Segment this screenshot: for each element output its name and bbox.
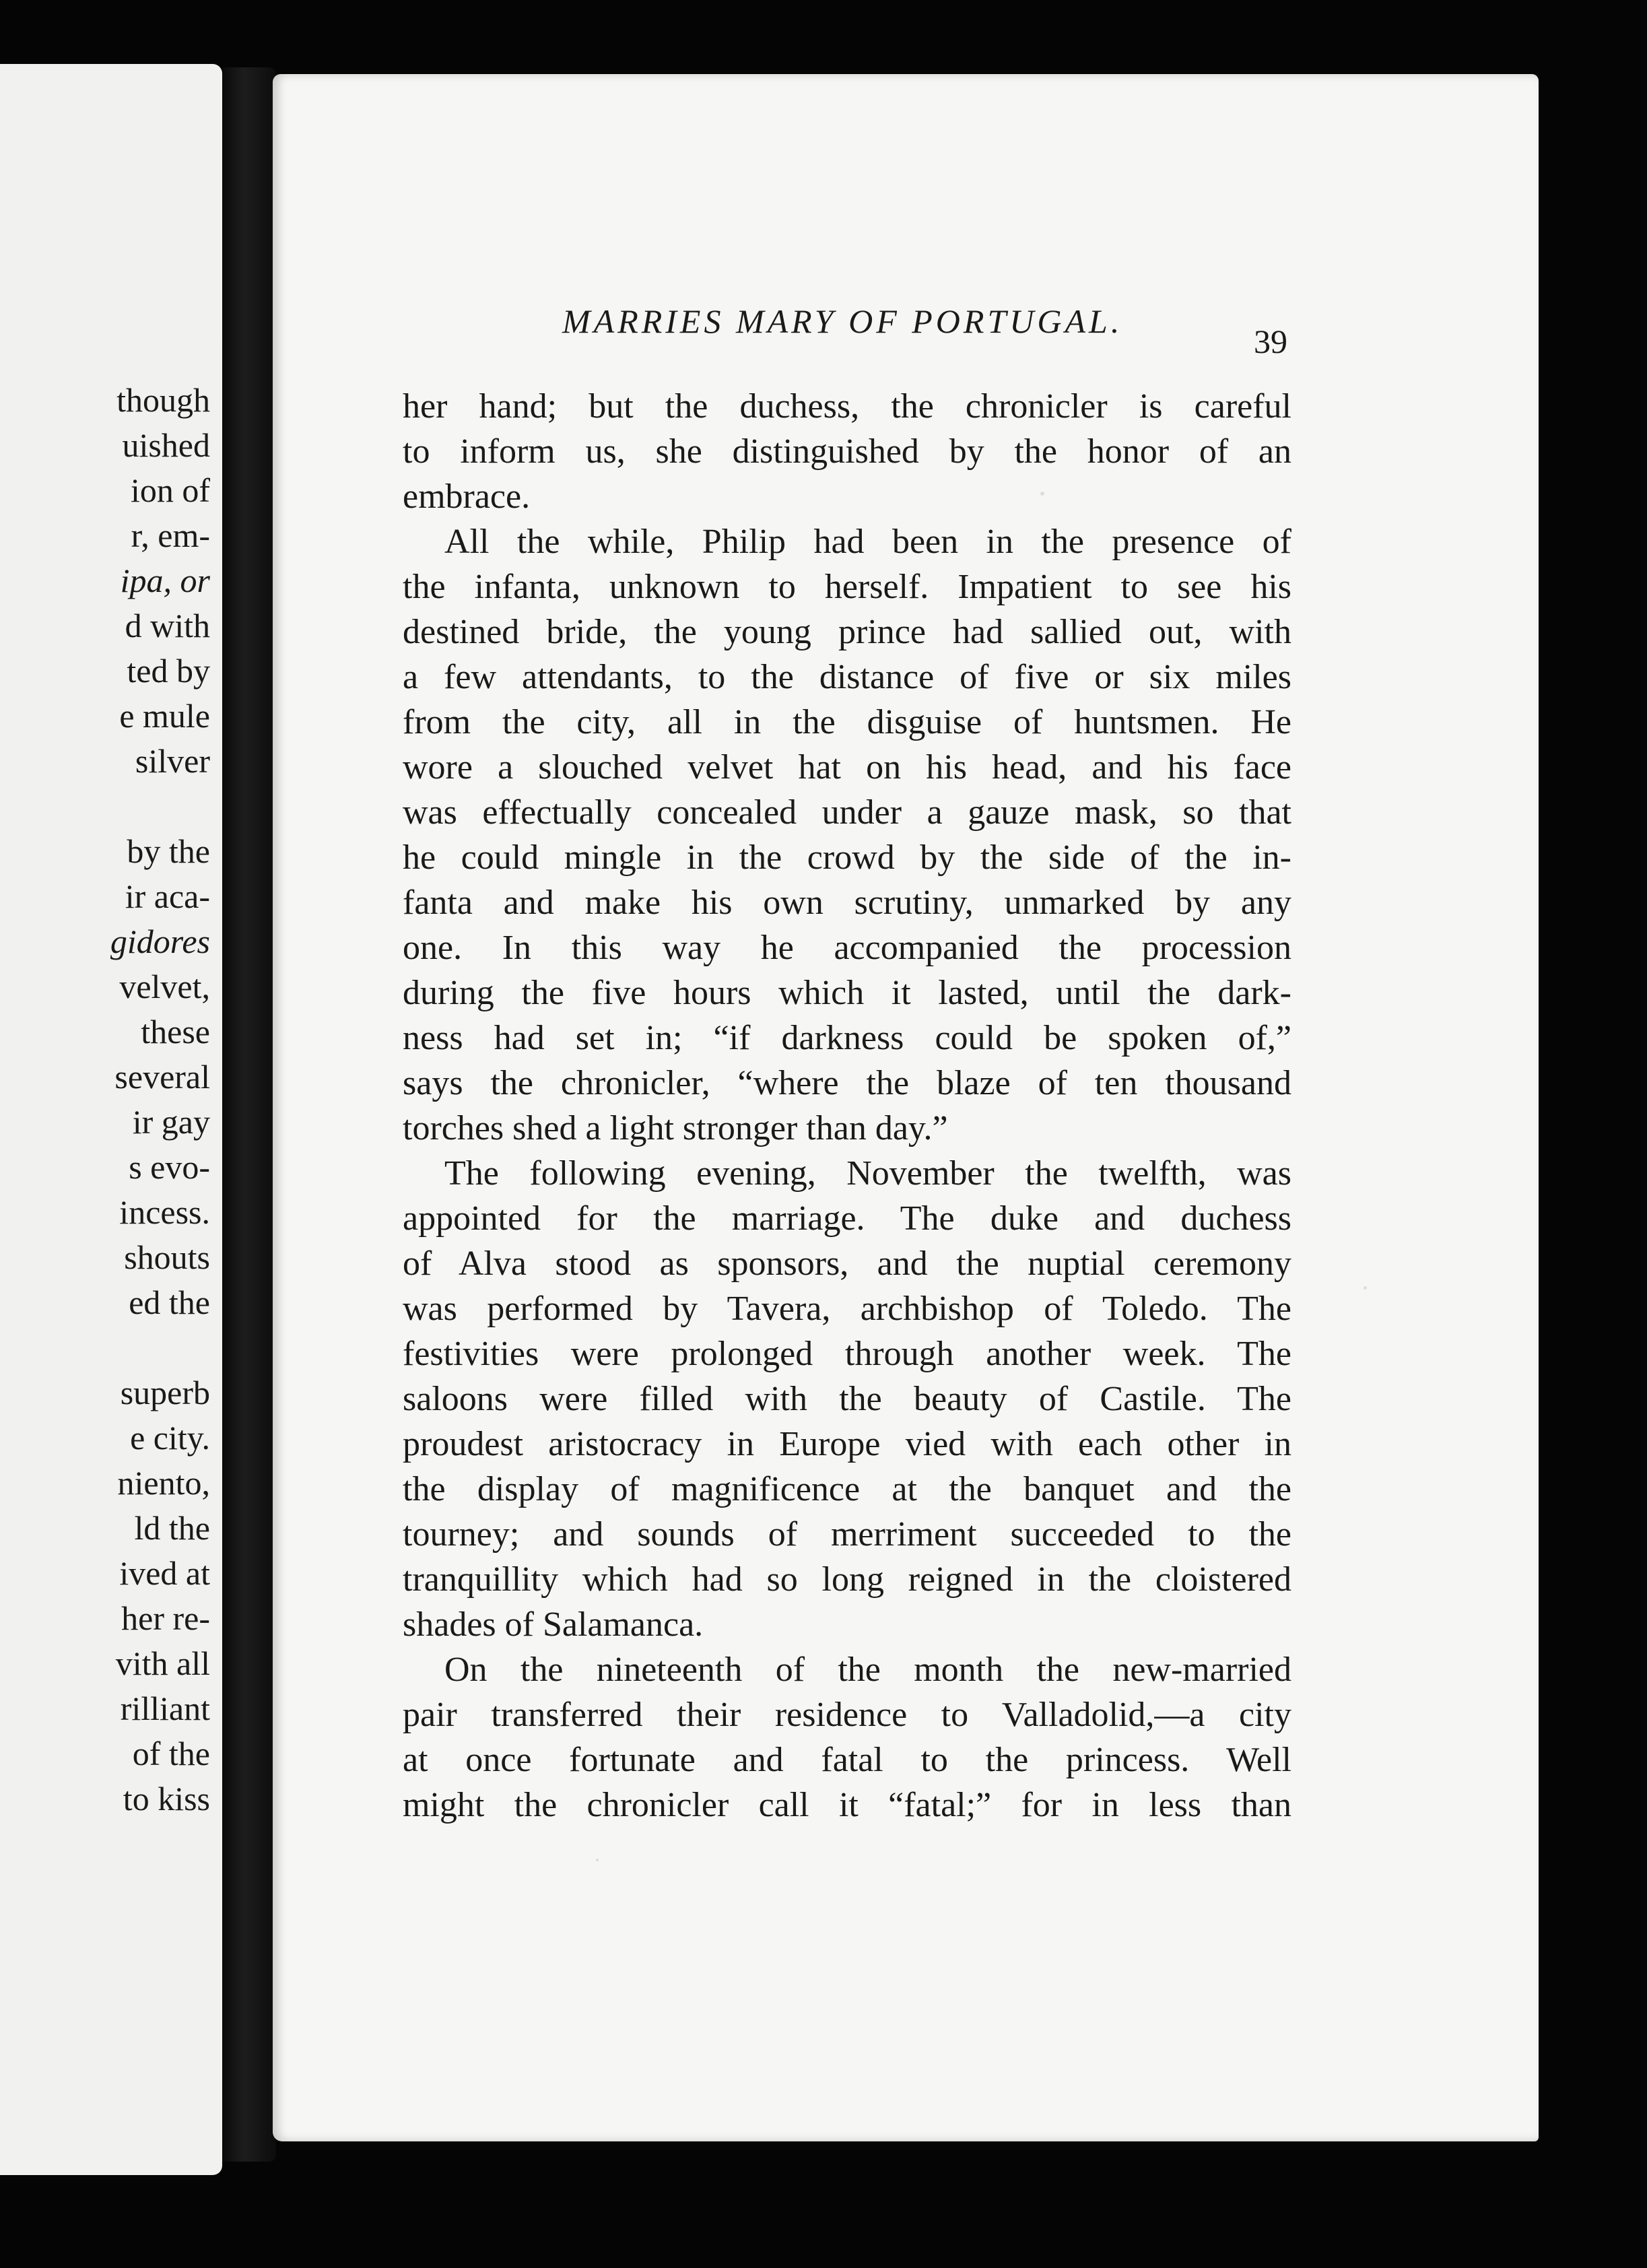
prev-line: these xyxy=(141,1013,210,1050)
prev-line: e mule xyxy=(119,697,210,735)
text-line: says the chronicler, “where the blaze of ten thousand xyxy=(403,1064,1291,1102)
text-line: The following evening, November the twelfth, was xyxy=(444,1154,1291,1193)
previous-page xyxy=(0,64,222,2175)
prev-line: ived at xyxy=(119,1554,210,1592)
prev-line: ion of xyxy=(130,471,210,509)
text-line: festivities were prolonged through another week. The xyxy=(403,1335,1291,1373)
prev-line: velvet, xyxy=(119,968,210,1005)
prev-line: gidores xyxy=(110,923,210,960)
running-header: MARRIES MARY OF PORTUGAL. xyxy=(562,302,1123,340)
text-line: fanta and make his own scrutiny, unmarked by any xyxy=(403,883,1291,922)
text-line: tranquillity which had so long reigned in the cloistered xyxy=(403,1560,1291,1599)
text-line: appointed for the marriage. The duke and duchess xyxy=(403,1199,1291,1238)
prev-line: silver xyxy=(135,742,210,780)
text-line: shades of Salamanca. xyxy=(403,1605,704,1644)
text-line: during the five hours which it lasted, until the dark- xyxy=(403,974,1291,1012)
book-gutter xyxy=(222,67,276,2162)
body-text xyxy=(403,384,1291,1828)
prev-line: several xyxy=(114,1058,210,1096)
text-line: torches shed a light stronger than day.” xyxy=(403,1109,948,1147)
text-line: wore a slouched velvet hat on his head, and his face xyxy=(403,748,1291,787)
prev-line: ted by xyxy=(127,652,210,690)
text-line: proudest aristocracy in Europe vied with each other in xyxy=(403,1425,1291,1463)
text-line: pair transferred their residence to Valladolid,—a city xyxy=(403,1696,1291,1734)
text-line: the display of magnificence at the banquet and the xyxy=(403,1470,1291,1508)
text-line: On the nineteenth of the month the new-married xyxy=(444,1650,1291,1689)
text-line: he could mingle in the crowd by the side of the in- xyxy=(403,838,1291,877)
prev-line: uished xyxy=(122,426,210,464)
prev-line: superb xyxy=(120,1374,210,1411)
prev-line: to kiss xyxy=(123,1780,210,1817)
prev-line: ir gay xyxy=(132,1103,210,1141)
text-line: a few attendants, to the distance of five or six miles xyxy=(403,658,1291,696)
text-line: was performed by Tavera, archbishop of Toledo. The xyxy=(403,1290,1291,1328)
prev-line: s evo- xyxy=(129,1148,210,1186)
prev-line: vith all xyxy=(115,1644,210,1682)
text-line: All the while, Philip had been in the presence of xyxy=(444,523,1291,561)
prev-line: r, em- xyxy=(131,516,210,554)
prev-line: d with xyxy=(125,607,210,644)
prev-line: niento, xyxy=(117,1464,210,1502)
text-line: of Alva stood as sponsors, and the nuptial ceremony xyxy=(403,1244,1291,1283)
prev-line: of the xyxy=(132,1735,210,1772)
text-line: from the city, all in the disguise of huntsmen. He xyxy=(403,703,1291,741)
prev-line: ld the xyxy=(134,1509,210,1547)
text-line: ness had set in; “if darkness could be spoken of,” xyxy=(403,1019,1291,1057)
text-line: one. In this way he accompanied the procession xyxy=(403,929,1291,967)
text-line: to inform us, she distinguished by the honor of an xyxy=(403,432,1291,471)
text-line: was effectually concealed under a gauze mask, so that xyxy=(403,793,1291,832)
prev-line: her re- xyxy=(121,1599,210,1637)
prev-line: incess. xyxy=(119,1193,210,1231)
prev-line: e city. xyxy=(130,1419,210,1457)
prev-line: ed the xyxy=(129,1283,210,1321)
text-line: her hand; but the duchess, the chronicler is careful xyxy=(403,387,1291,426)
text-line: saloons were filled with the beauty of Castile. The xyxy=(403,1380,1291,1418)
page-number: 39 xyxy=(1254,323,1287,360)
text-line: the infanta, unknown to herself. Impatient to see his xyxy=(403,568,1291,606)
prev-line: though xyxy=(116,381,210,419)
prev-line: rilliant xyxy=(120,1690,210,1727)
prev-line: shouts xyxy=(124,1238,210,1276)
text-line: tourney; and sounds of merriment succeeded to the xyxy=(403,1515,1291,1554)
text-line: at once fortunate and fatal to the princess. Well xyxy=(403,1741,1291,1779)
text-line: embrace. xyxy=(403,477,531,516)
text-line: destined bride, the young prince had sallied out, with xyxy=(403,613,1291,651)
prev-line: ir aca- xyxy=(125,877,210,915)
prev-line: ipa, or xyxy=(120,562,210,599)
prev-line: by the xyxy=(127,832,210,870)
text-line: might the chronicler call it “fatal;” for in less than xyxy=(403,1786,1291,1824)
